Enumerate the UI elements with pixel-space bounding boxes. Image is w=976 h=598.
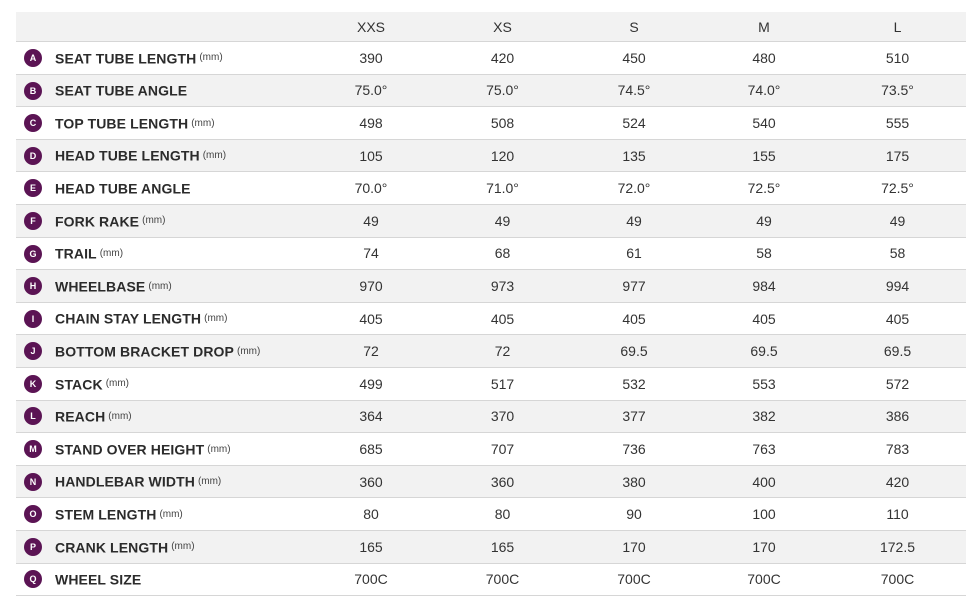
value-cell: 783 bbox=[829, 433, 966, 466]
value-cell: 405 bbox=[829, 302, 966, 335]
letter-badge: E bbox=[24, 179, 42, 197]
value-cell: 165 bbox=[436, 530, 569, 563]
table-row bbox=[16, 204, 966, 237]
column-header: M bbox=[699, 12, 829, 42]
measurement-unit: (mm) bbox=[191, 117, 215, 129]
value-cell: 707 bbox=[436, 433, 569, 466]
value-cell: 69.5 bbox=[829, 335, 966, 368]
table-row bbox=[16, 400, 966, 433]
measurement-name: TRAIL bbox=[55, 245, 97, 262]
letter-badge: N bbox=[24, 473, 42, 491]
value-cell: 74.0° bbox=[699, 74, 829, 107]
letter-badge: Q bbox=[24, 570, 42, 588]
value-cell: 380 bbox=[569, 465, 699, 498]
measurement-unit: (mm) bbox=[199, 52, 223, 64]
measurement-name: TOP TUBE LENGTH bbox=[55, 115, 189, 132]
value-cell: 370 bbox=[436, 400, 569, 433]
measurement-label-cell bbox=[16, 204, 306, 237]
table-row bbox=[16, 172, 966, 205]
measurement-label-cell bbox=[16, 433, 306, 466]
letter-badge: A bbox=[24, 49, 42, 67]
measurement-unit: (mm) bbox=[202, 150, 227, 162]
value-cell: 58 bbox=[699, 237, 829, 270]
value-cell: 72 bbox=[436, 335, 569, 368]
value-cell: 155 bbox=[699, 139, 829, 172]
table-header bbox=[16, 12, 966, 42]
value-cell: 74.5° bbox=[569, 74, 699, 107]
value-cell: 69.5 bbox=[699, 335, 829, 368]
measurement-label-cell bbox=[16, 465, 306, 498]
table-body bbox=[16, 42, 966, 596]
value-cell: 736 bbox=[569, 433, 699, 466]
measurement-unit: (mm) bbox=[108, 410, 132, 422]
measurement-name: CHAIN STAY LENGTH bbox=[55, 310, 202, 327]
value-cell: 175 bbox=[829, 139, 966, 172]
letter-badge: O bbox=[24, 505, 42, 523]
table-row bbox=[16, 139, 966, 172]
value-cell: 763 bbox=[699, 433, 829, 466]
value-cell: 72.0° bbox=[569, 172, 699, 205]
value-cell: 71.0° bbox=[436, 172, 569, 205]
value-cell: 420 bbox=[829, 465, 966, 498]
table-row bbox=[16, 237, 966, 270]
letter-badge: M bbox=[24, 440, 42, 458]
value-cell: 364 bbox=[306, 400, 436, 433]
value-cell: 80 bbox=[306, 498, 436, 531]
measurement-label-cell bbox=[16, 74, 306, 107]
value-cell: 405 bbox=[436, 302, 569, 335]
value-cell: 700C bbox=[306, 563, 436, 596]
measurement-label-cell bbox=[16, 530, 306, 563]
letter-badge: J bbox=[24, 342, 42, 360]
measurement-name: HANDLEBAR WIDTH bbox=[55, 473, 195, 490]
value-cell: 700C bbox=[569, 563, 699, 596]
table-row bbox=[16, 433, 966, 466]
measurement-label-cell bbox=[16, 302, 306, 335]
table-row bbox=[16, 42, 966, 75]
value-cell: 555 bbox=[829, 107, 966, 140]
geometry-table bbox=[16, 12, 966, 596]
measurement-name: FORK RAKE bbox=[55, 212, 140, 229]
value-cell: 74 bbox=[306, 237, 436, 270]
table-row bbox=[16, 498, 966, 531]
measurement-label-cell bbox=[16, 42, 306, 75]
value-cell: 377 bbox=[569, 400, 699, 433]
value-cell: 70.0° bbox=[306, 172, 436, 205]
measurement-label-cell bbox=[16, 270, 306, 303]
value-cell: 135 bbox=[569, 139, 699, 172]
value-cell: 700C bbox=[436, 563, 569, 596]
table-row bbox=[16, 107, 966, 140]
value-cell: 973 bbox=[436, 270, 569, 303]
measurement-name: BOTTOM BRACKET DROP bbox=[55, 343, 234, 360]
value-cell: 994 bbox=[829, 270, 966, 303]
value-cell: 69.5 bbox=[569, 335, 699, 368]
header-row bbox=[16, 12, 966, 42]
value-cell: 360 bbox=[436, 465, 569, 498]
value-cell: 510 bbox=[829, 42, 966, 75]
value-cell: 170 bbox=[569, 530, 699, 563]
value-cell: 61 bbox=[569, 237, 699, 270]
measurement-name: STACK bbox=[55, 375, 103, 392]
table-row bbox=[16, 563, 966, 596]
value-cell: 386 bbox=[829, 400, 966, 433]
value-cell: 100 bbox=[699, 498, 829, 531]
value-cell: 49 bbox=[306, 204, 436, 237]
letter-badge: H bbox=[24, 277, 42, 295]
header-label-column bbox=[16, 12, 306, 42]
value-cell: 400 bbox=[699, 465, 829, 498]
measurement-label-cell bbox=[16, 335, 306, 368]
value-cell: 984 bbox=[699, 270, 829, 303]
measurement-name: STEM LENGTH bbox=[55, 506, 157, 523]
measurement-label-cell bbox=[16, 367, 306, 400]
table-row bbox=[16, 530, 966, 563]
measurement-unit: (mm) bbox=[207, 443, 231, 455]
measurement-label-cell bbox=[16, 237, 306, 270]
value-cell: 685 bbox=[306, 433, 436, 466]
table-row bbox=[16, 335, 966, 368]
value-cell: 172.5 bbox=[829, 530, 966, 563]
value-cell: 499 bbox=[306, 367, 436, 400]
value-cell: 120 bbox=[436, 139, 569, 172]
value-cell: 390 bbox=[306, 42, 436, 75]
table-row bbox=[16, 74, 966, 107]
letter-badge: B bbox=[24, 82, 42, 100]
value-cell: 49 bbox=[436, 204, 569, 237]
value-cell: 524 bbox=[569, 107, 699, 140]
value-cell: 49 bbox=[829, 204, 966, 237]
measurement-name: HEAD TUBE LENGTH bbox=[55, 147, 200, 164]
value-cell: 970 bbox=[306, 270, 436, 303]
value-cell: 532 bbox=[569, 367, 699, 400]
measurement-unit: (mm) bbox=[197, 476, 222, 488]
letter-badge: P bbox=[24, 538, 42, 556]
measurement-name: WHEEL SIZE bbox=[55, 571, 142, 588]
measurement-name: STAND OVER HEIGHT bbox=[55, 441, 205, 458]
value-cell: 72.5° bbox=[699, 172, 829, 205]
measurement-unit: (mm) bbox=[99, 248, 124, 259]
measurement-unit: (mm) bbox=[105, 378, 130, 390]
value-cell: 68 bbox=[436, 237, 569, 270]
table-row bbox=[16, 302, 966, 335]
column-header: XS bbox=[436, 12, 569, 42]
measurement-unit: (mm) bbox=[204, 313, 228, 325]
value-cell: 405 bbox=[306, 302, 436, 335]
value-cell: 977 bbox=[569, 270, 699, 303]
measurement-name: SEAT TUBE LENGTH bbox=[55, 49, 197, 66]
value-cell: 382 bbox=[699, 400, 829, 433]
letter-badge: L bbox=[24, 407, 42, 425]
measurement-unit: (mm) bbox=[148, 280, 172, 292]
value-cell: 165 bbox=[306, 530, 436, 563]
measurement-unit: (mm) bbox=[159, 508, 183, 520]
value-cell: 90 bbox=[569, 498, 699, 531]
value-cell: 700C bbox=[829, 563, 966, 596]
value-cell: 572 bbox=[829, 367, 966, 400]
letter-badge: F bbox=[24, 212, 42, 230]
value-cell: 170 bbox=[699, 530, 829, 563]
measurement-label-cell bbox=[16, 400, 306, 433]
letter-badge: G bbox=[24, 245, 42, 263]
measurement-label-cell bbox=[16, 498, 306, 531]
value-cell: 80 bbox=[436, 498, 569, 531]
table-row bbox=[16, 367, 966, 400]
value-cell: 517 bbox=[436, 367, 569, 400]
letter-badge: C bbox=[24, 114, 42, 132]
measurement-label-cell bbox=[16, 107, 306, 140]
value-cell: 72.5° bbox=[829, 172, 966, 205]
value-cell: 420 bbox=[436, 42, 569, 75]
letter-badge: D bbox=[24, 147, 42, 165]
value-cell: 508 bbox=[436, 107, 569, 140]
column-header: S bbox=[569, 12, 699, 42]
value-cell: 75.0° bbox=[436, 74, 569, 107]
value-cell: 105 bbox=[306, 139, 436, 172]
measurement-name: CRANK LENGTH bbox=[55, 538, 169, 555]
value-cell: 49 bbox=[569, 204, 699, 237]
measurement-unit: (mm) bbox=[142, 215, 166, 227]
value-cell: 498 bbox=[306, 107, 436, 140]
measurement-label-cell bbox=[16, 139, 306, 172]
measurement-name: REACH bbox=[55, 408, 106, 425]
value-cell: 553 bbox=[699, 367, 829, 400]
table-row bbox=[16, 465, 966, 498]
value-cell: 540 bbox=[699, 107, 829, 140]
measurement-name: SEAT TUBE ANGLE bbox=[55, 82, 188, 99]
value-cell: 405 bbox=[699, 302, 829, 335]
letter-badge: I bbox=[24, 310, 42, 328]
column-header: XXS bbox=[306, 12, 436, 42]
value-cell: 405 bbox=[569, 302, 699, 335]
value-cell: 72 bbox=[306, 335, 436, 368]
column-header: L bbox=[829, 12, 966, 42]
value-cell: 450 bbox=[569, 42, 699, 75]
measurement-label-cell bbox=[16, 563, 306, 596]
letter-badge: K bbox=[24, 375, 42, 393]
table-row bbox=[16, 270, 966, 303]
value-cell: 700C bbox=[699, 563, 829, 596]
value-cell: 75.0° bbox=[306, 74, 436, 107]
measurement-name: WHEELBASE bbox=[55, 278, 146, 295]
value-cell: 49 bbox=[699, 204, 829, 237]
value-cell: 73.5° bbox=[829, 74, 966, 107]
measurement-unit: (mm) bbox=[236, 345, 261, 357]
measurement-name: HEAD TUBE ANGLE bbox=[55, 180, 191, 197]
value-cell: 58 bbox=[829, 237, 966, 270]
value-cell: 480 bbox=[699, 42, 829, 75]
value-cell: 360 bbox=[306, 465, 436, 498]
measurement-label-cell bbox=[16, 172, 306, 205]
value-cell: 110 bbox=[829, 498, 966, 531]
measurement-unit: (mm) bbox=[171, 541, 195, 553]
